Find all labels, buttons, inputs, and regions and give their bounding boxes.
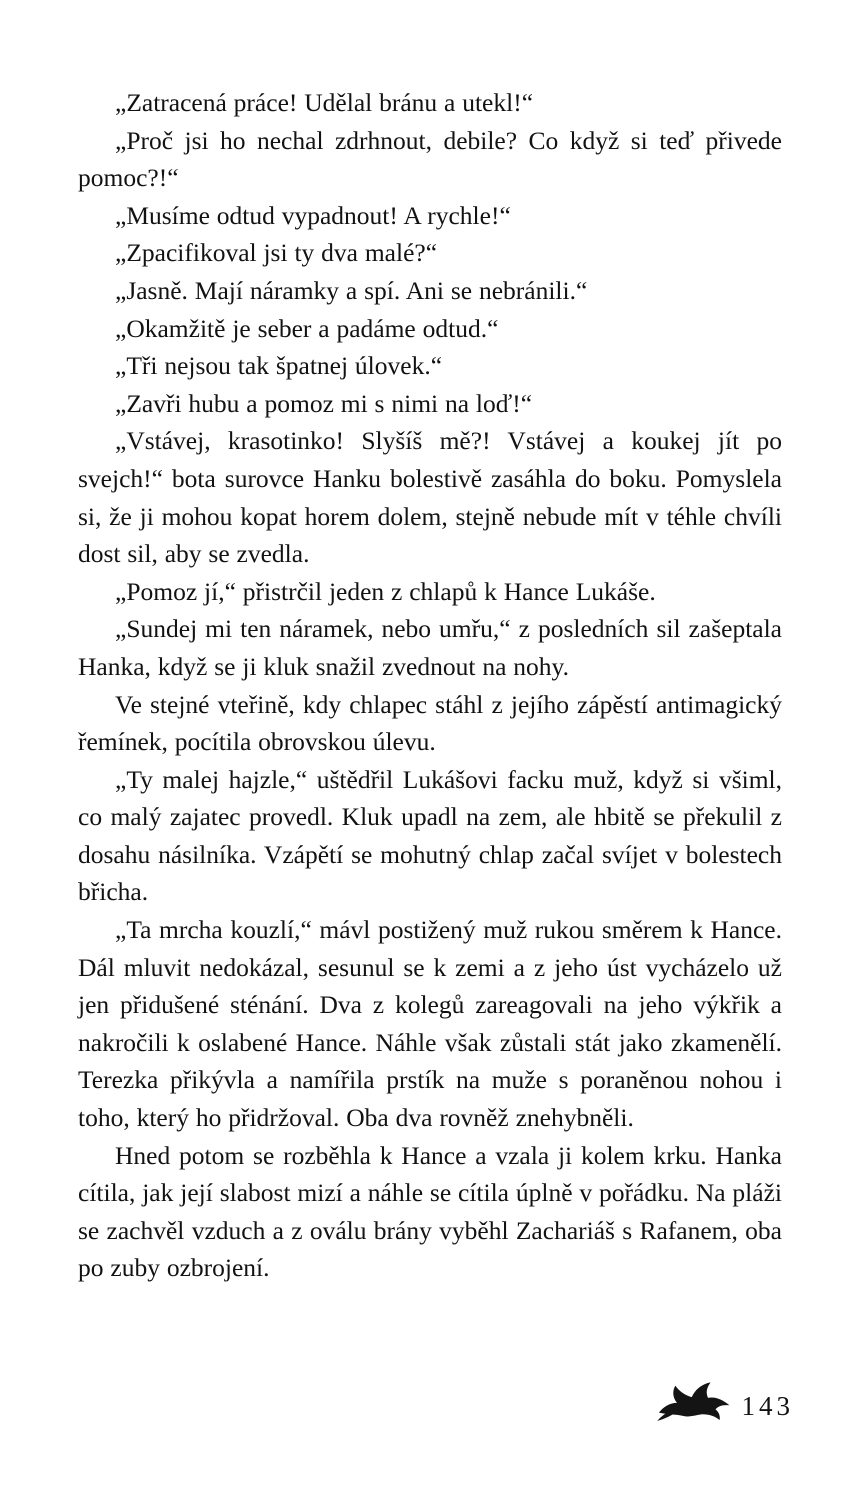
page-footer [654, 1378, 795, 1426]
paragraph: „Pomoz jí,“ přistrčil jeden z chlapů k Hance Lukáše. [115, 576, 656, 606]
paragraph: „Tři nejsou tak špatnej úlovek.“ [115, 351, 443, 381]
paragraph: „Proč jsi ho nechal zdrhnout, debile? Co když si teď přivede pomoc?!“ [78, 125, 782, 193]
paragraph: „Sundej mi ten náramek, nebo umřu,“ z posledních sil zašeptala Hanka, když se ji kluk snažil zvednout na nohy. [78, 614, 782, 681]
paragraph: Ve stejné vteřině, kdy chlapec stáhl z jejího zápěstí antimagický řemínek, pocítila obrovskou úlevu. [78, 689, 782, 757]
paragraph: „Ty malej hajzle,“ uštědřil Lukášovi facku muž, když si všiml, co malý zajatec provedl. Kluk upadl na zem, ale hbitě se překulil z dosahu násilníka. Vzápětí se mohutný chlap začal svíjet v bolestech břicha. [78, 764, 782, 907]
paragraph: „Ta mrcha kouzlí,“ mávl postižený muž rukou směrem k Hance. Dál mluvit nedokázal, sesunul se k zemi a z jeho úst vycházelo už jen přidušené sténání. Dva z kolegů zareagovali na jeho výkřik a nakročili k oslabené Hance. Náhle však zůstali stát jako zkamenělí. Terezka přikývla a namířila prstík na muže s poraněnou nohou i toho, který ho přidržoval. Oba dva rovněž znehybněli. [78, 915, 782, 1133]
body-text [78, 84, 782, 1287]
paragraph: „Okamžitě je seber a padáme odtud.“ [115, 313, 499, 343]
dragon-icon [654, 1378, 736, 1426]
paragraph: „Zavři hubu a pomoz mi s nimi na loď!“ [115, 388, 533, 418]
paragraph: „Zpacifikoval jsi ty dva malé?“ [115, 238, 438, 268]
paragraph: „Vstávej, krasotinko! Slyšíš mě?! Vstávej a koukej jít po svejch!“ bota surovce Hanku bolestivě zasáhla do boku. Pomyslela si, že ji mohou kopat horem dolem, stejně nebude mít v téhle chvíli dost sil, aby se zvedla. [78, 426, 782, 569]
paragraph: „Jasně. Mají náramky a spí. Ani se nebránili.“ [115, 275, 588, 305]
paragraph: „Zatracená práce! Udělal bránu a utekl!“ [115, 88, 534, 117]
paragraph: Hned potom se rozběhla k Hance a vzala ji kolem krku. Hanka cítila, jak její slabost mizí a náhle se cítila úplně v pořádku. Na pláži se zachvěl vzduch a z oválu brány vyběhl Zachariáš s Rafanem, oba po zuby ozbrojení. [78, 1140, 782, 1283]
page-number: 143 [741, 1391, 794, 1421]
paragraph: „Musíme odtud vypadnout! A rychle!“ [115, 200, 511, 230]
